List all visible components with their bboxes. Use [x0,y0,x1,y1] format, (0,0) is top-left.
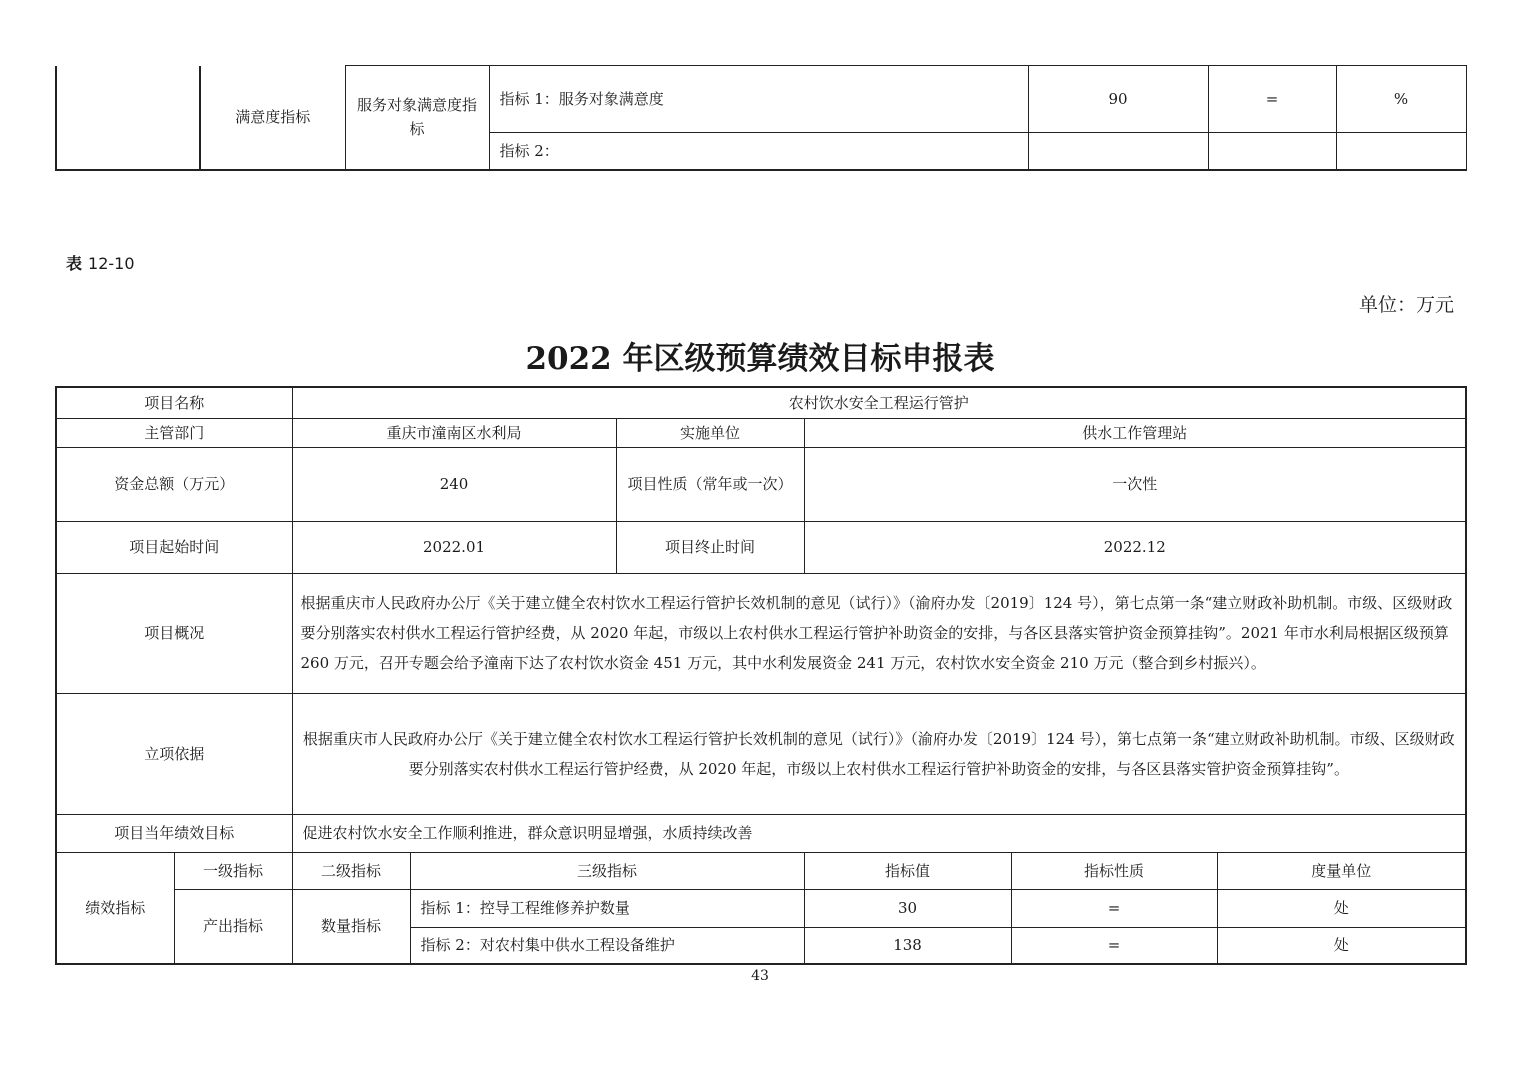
start-label: 项目起始时间 [56,521,292,573]
page-title: 2022 年区级预算绩效目标申报表 [525,341,995,377]
dept: 重庆市潼南区水利局 [292,418,616,447]
header-level2: 二级指标 [292,852,410,889]
impl-unit-label: 实施单位 [616,418,804,447]
indicator-1-nature: = [1208,66,1336,133]
perf-label: 绩效指标 [56,852,174,964]
table-label: 表 [66,254,83,273]
indicator-1-unit: % [1336,66,1466,133]
fund: 240 [292,447,616,521]
indicator-2-value [1028,133,1208,170]
goal-text: 促进农村饮水安全工作顺利推进，群众意识明显增强，水质持续改善 [292,814,1466,852]
table-row-unit: 处 [1217,889,1466,927]
end-label: 项目终止时间 [616,521,804,573]
indicator-2: 指标 2： [489,133,1028,170]
output-label: 产出指标 [174,889,292,964]
indicator-2-nature [1208,133,1336,170]
indicator-2-unit [1336,133,1466,170]
table-row-indicator: 指标 1：控导工程维修养护数量 [410,889,804,927]
goal-label: 项目当年绩效目标 [56,814,292,852]
table-row-value: 138 [804,927,1011,964]
table-row-nature: = [1011,889,1217,927]
table-row-unit: 处 [1217,927,1466,964]
basis-text: 根据重庆市人民政府办公厅《关于建立健全农村饮水工程运行管护长效机制的意见（试行）》（渝府办发〔2019〕124 号），第七点第一条“建立财政补助机制。市级、区级财政要分别落实农村供水工程运行管护经费，从 2020 年起，市级以上农村供水工程运行管护补助资金的安排，与各区县落实管护资金预算挂钩”。 [292,693,1466,814]
start-date: 2022.01 [292,521,616,573]
project-nature: 一次性 [804,447,1466,521]
dept-label: 主管部门 [56,418,292,447]
table-row-indicator: 指标 2：对农村集中供水工程设备维护 [410,927,804,964]
level2-satisfaction: 满意度指标 [200,66,345,170]
blank-cell [56,66,200,170]
unit-label: 单位：万元 [1358,294,1454,316]
page-number: 43 [751,968,769,984]
level3-satisfaction: 服务对象满意度指标 [345,66,489,170]
indicator-1: 指标 1：服务对象满意度 [489,66,1028,133]
continuation-table [55,65,1467,171]
table-row-nature: = [1011,927,1217,964]
budget-form-table [55,386,1467,965]
project-name: 农村饮水安全工程运行管护 [292,387,1466,418]
indicator-1-value: 90 [1028,66,1208,133]
basis-label: 立项依据 [56,693,292,814]
header-nature: 指标性质 [1011,852,1217,889]
quantity-label: 数量指标 [292,889,410,964]
header-level3: 三级指标 [410,852,804,889]
nature-label: 项目性质（常年或一次） [616,447,804,521]
table-number [66,251,135,274]
header-unit: 度量单位 [1217,852,1466,889]
fund-label: 资金总额（万元） [56,447,292,521]
header-value: 指标值 [804,852,1011,889]
table-number-value: 12-10 [88,254,135,273]
overview-text: 根据重庆市人民政府办公厅《关于建立健全农村饮水工程运行管护长效机制的意见（试行）》（渝府办发〔2019〕124 号），第七点第一条“建立财政补助机制。市级、区级财政要分别落实农村供水工程运行管护经费，从 2020 年起，市级以上农村供水工程运行管护补助资金的安排，与各区县落实管护资金预算挂钩”。2021 年市水利局根据区级预算 260 万元，召开专题会给予潼南下达了农村饮水资金 451 万元，其中水利发展资金 241 万元，农村饮水安全资金 210 万元（整合到乡村振兴）。 [292,573,1466,693]
table-row-value: 30 [804,889,1011,927]
end-date: 2022.12 [804,521,1466,573]
impl-unit: 供水工作管理站 [804,418,1466,447]
project-name-label: 项目名称 [56,387,292,418]
overview-label: 项目概况 [56,573,292,693]
header-level1: 一级指标 [174,852,292,889]
